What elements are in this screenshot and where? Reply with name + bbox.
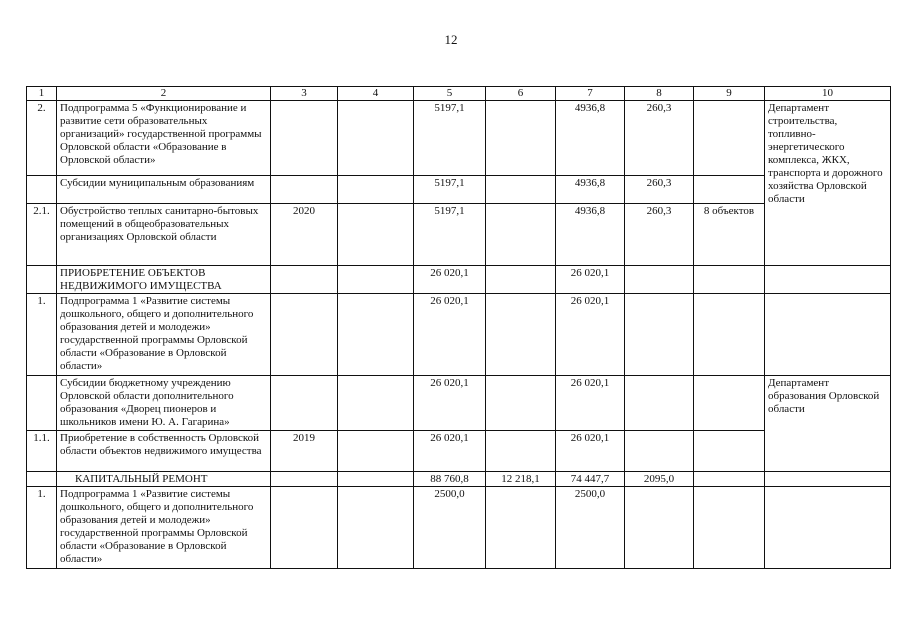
row-col6: 12 218,1 [486, 472, 556, 487]
row-col7: 26 020,1 [556, 266, 625, 294]
header-cell: 9 [694, 87, 765, 101]
row-name: Подпрограмма 1 «Развитие системы дошкольного, общего и дополнительного образования детей и молодежи» государственной программы Орловской области «Образование в Орловской области» [57, 294, 271, 376]
responsible-department-construction: Департамент строительства, топливно-энергетического комплекса, ЖКХ, транспорта и дорожного хозяйства Орловской области [765, 101, 891, 266]
row-name: Подпрограмма 5 «Функционирование и развитие сети образовательных организаций» государственной программы Орловской области «Образование в Орловской области» [57, 101, 271, 176]
header-cell: 6 [486, 87, 556, 101]
row-col9: 8 объектов [694, 204, 765, 266]
row-col8: 260,3 [625, 204, 694, 266]
row-col5: 26 020,1 [414, 294, 486, 376]
row-col4 [338, 266, 414, 294]
row-col8 [625, 266, 694, 294]
row-number [27, 376, 57, 431]
row-col8 [625, 294, 694, 376]
row-col7: 26 020,1 [556, 376, 625, 431]
row-col5: 5197,1 [414, 101, 486, 176]
row-year [271, 266, 338, 294]
table-row [27, 487, 891, 569]
header-cell: 5 [414, 87, 486, 101]
row-col6 [486, 431, 556, 472]
row-col8 [625, 487, 694, 569]
row-col6 [486, 294, 556, 376]
table-row [27, 204, 891, 266]
row-col8 [625, 431, 694, 472]
row-col10 [765, 294, 891, 376]
row-col4 [338, 204, 414, 266]
row-name: ПРИОБРЕТЕНИЕ ОБЪЕКТОВ НЕДВИЖИМОГО ИМУЩЕСТВА [57, 266, 271, 294]
row-col6 [486, 204, 556, 266]
row-col8: 260,3 [625, 101, 694, 176]
table-row [27, 266, 891, 294]
table-row [27, 294, 891, 376]
row-col9 [694, 101, 765, 176]
row-col9 [694, 431, 765, 472]
row-col9 [694, 487, 765, 569]
row-name: Субсидии бюджетному учреждению Орловской области дополнительного образования «Дворец пионеров и школьников имени Ю. А. Гагарина» [57, 376, 271, 431]
table-row [27, 101, 891, 176]
row-col4 [338, 176, 414, 204]
row-year [271, 176, 338, 204]
row-col7: 4936,8 [556, 101, 625, 176]
row-col6 [486, 176, 556, 204]
row-col8: 260,3 [625, 176, 694, 204]
row-col5: 26 020,1 [414, 266, 486, 294]
table-row [27, 176, 891, 204]
row-col10 [765, 472, 891, 487]
row-col9 [694, 176, 765, 204]
row-year [271, 487, 338, 569]
row-year [271, 101, 338, 176]
header-cell: 8 [625, 87, 694, 101]
row-number: 1. [27, 487, 57, 569]
row-col7: 4936,8 [556, 176, 625, 204]
responsible-department-education: Департамент образования Орловской области [765, 376, 891, 472]
header-row [27, 87, 891, 101]
row-year: 2019 [271, 431, 338, 472]
header-cell: 10 [765, 87, 891, 101]
row-col6 [486, 487, 556, 569]
table-row [27, 376, 891, 431]
header-cell: 4 [338, 87, 414, 101]
row-col5: 5197,1 [414, 176, 486, 204]
row-col4 [338, 472, 414, 487]
row-col6 [486, 101, 556, 176]
row-col4 [338, 487, 414, 569]
row-year [271, 472, 338, 487]
row-name: КАПИТАЛЬНЫЙ РЕМОНТ [57, 472, 271, 487]
header-cell: 1 [27, 87, 57, 101]
row-col9 [694, 266, 765, 294]
row-col5: 5197,1 [414, 204, 486, 266]
row-col7: 26 020,1 [556, 431, 625, 472]
row-number [27, 472, 57, 487]
row-col6 [486, 376, 556, 431]
row-number: 2.1. [27, 204, 57, 266]
row-col8 [625, 376, 694, 431]
row-col5: 88 760,8 [414, 472, 486, 487]
page-number: 12 [444, 32, 458, 47]
row-number: 2. [27, 101, 57, 176]
row-col7: 4936,8 [556, 204, 625, 266]
row-col4 [338, 431, 414, 472]
row-col7: 2500,0 [556, 487, 625, 569]
row-col8: 2095,0 [625, 472, 694, 487]
row-col5: 26 020,1 [414, 376, 486, 431]
table-row [27, 472, 891, 487]
row-col4 [338, 101, 414, 176]
row-col10 [765, 487, 891, 569]
budget-table [26, 86, 891, 569]
row-col7: 26 020,1 [556, 294, 625, 376]
row-col6 [486, 266, 556, 294]
row-col4 [338, 376, 414, 431]
row-name: Обустройство теплых санитарно-бытовых помещений в общеобразовательных организациях Орловской области [57, 204, 271, 266]
row-number [27, 176, 57, 204]
row-number: 1.1. [27, 431, 57, 472]
header-cell: 3 [271, 87, 338, 101]
row-col9 [694, 376, 765, 431]
row-number [27, 266, 57, 294]
row-year: 2020 [271, 204, 338, 266]
header-cell: 2 [57, 87, 271, 101]
row-col9 [694, 294, 765, 376]
row-col7: 74 447,7 [556, 472, 625, 487]
row-number: 1. [27, 294, 57, 376]
row-year [271, 294, 338, 376]
row-name: Приобретение в собственность Орловской области объектов недвижимого имущества [57, 431, 271, 472]
row-col5: 2500,0 [414, 487, 486, 569]
header-cell: 7 [556, 87, 625, 101]
row-name: Субсидии муниципальным образованиям [57, 176, 271, 204]
row-year [271, 376, 338, 431]
row-col4 [338, 294, 414, 376]
row-col9 [694, 472, 765, 487]
row-name: Подпрограмма 1 «Развитие системы дошкольного, общего и дополнительного образования детей и молодежи» государственной программы Орловской области «Образование в Орловской области» [57, 487, 271, 569]
row-col5: 26 020,1 [414, 431, 486, 472]
row-col10 [765, 266, 891, 294]
table-row [27, 431, 891, 472]
